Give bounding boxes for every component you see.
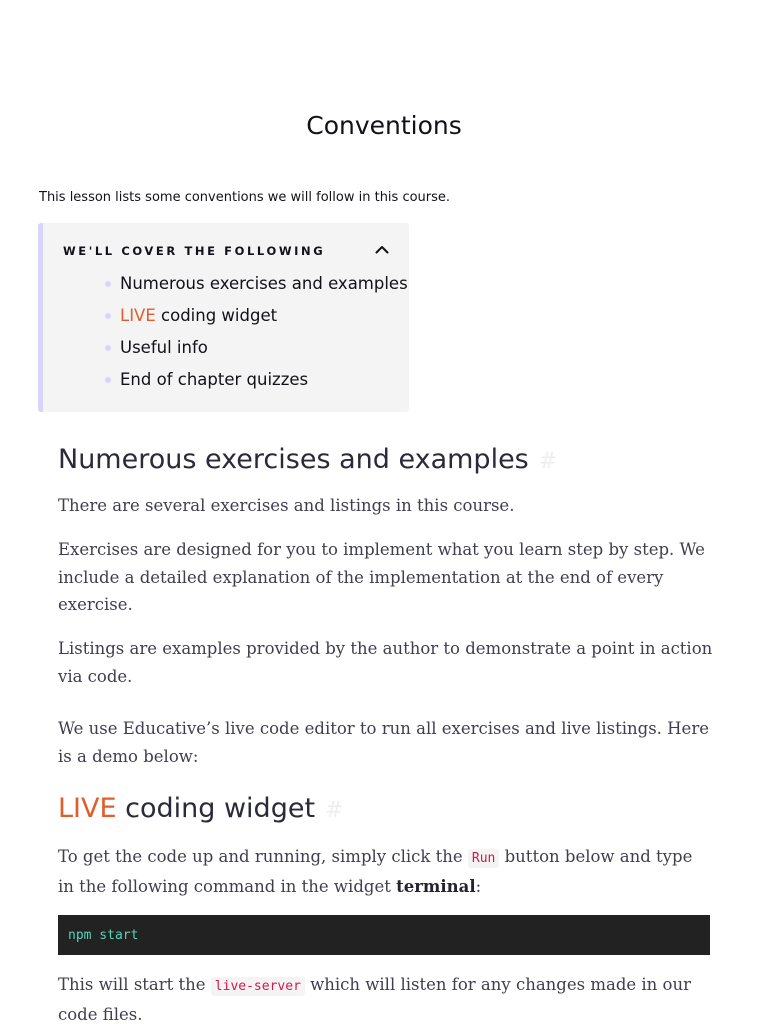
inline-code-run: Run [468, 849, 499, 868]
toc-item-quizzes[interactable] [105, 368, 408, 400]
paragraph [58, 843, 713, 900]
anchor-link[interactable]: # [325, 798, 344, 823]
bullet-icon [105, 377, 111, 383]
toc-item-live-coding[interactable] [105, 304, 408, 336]
bullet-icon [105, 345, 111, 351]
paragraph-text: : [475, 876, 482, 896]
toc-item-live-highlight: LIVE [120, 306, 156, 325]
anchor-link[interactable]: # [538, 449, 558, 474]
toc-item-exercises[interactable] [105, 272, 408, 304]
paragraph: Listings are examples provided by the author to demonstrate a point in action via code. [58, 639, 713, 686]
code-command: npm start [68, 927, 139, 943]
inline-code-live-server: live-server [211, 977, 305, 996]
page-title: Conventions [306, 111, 462, 140]
toc-list [105, 272, 408, 400]
paragraph-text: which will listen for any changes made in our code files. [58, 975, 691, 1024]
toc-item-label: Numerous exercises and examples [120, 274, 408, 293]
section-heading-text: coding widget [116, 793, 316, 824]
section-heading-exercises [58, 444, 557, 475]
toc-collapse-toggle[interactable] [372, 241, 392, 257]
paragraph: Exercises are designed for you to implement what you learn step by step. We include a detailed explanation of the implementation at the end of every exercise. [58, 540, 705, 614]
table-of-contents [38, 223, 409, 412]
paragraph [58, 971, 713, 1024]
toc-item-useful-info[interactable] [105, 336, 408, 368]
paragraph: We use Educative’s live code editor to run all exercises and live listings. Here is a demo below: [58, 719, 709, 766]
bullet-icon [105, 313, 111, 319]
paragraph-text: This will start the [58, 975, 211, 994]
toc-item-label: End of chapter quizzes [120, 370, 309, 389]
toc-item-label: Useful info [120, 338, 208, 357]
section-heading-text: Numerous exercises and examples [58, 444, 529, 475]
section-heading-live-coding [58, 793, 343, 824]
toc-heading: WE'LL COVER THE FOLLOWING [63, 244, 326, 258]
lesson-intro: This lesson lists some conventions we will follow in this course. [39, 190, 451, 205]
chevron-up-icon [375, 245, 389, 254]
bold-text: terminal [396, 876, 476, 896]
paragraph: There are several exercises and listings in this course. [58, 496, 515, 515]
section-heading-live-highlight: LIVE [58, 793, 117, 824]
toc-item-label: coding widget [155, 306, 278, 325]
bullet-icon [105, 281, 111, 287]
code-block[interactable] [58, 915, 710, 955]
paragraph-text: To get the code up and running, simply click the [58, 847, 468, 866]
paragraph-text: button below and type in the following command in the widget [58, 847, 693, 896]
